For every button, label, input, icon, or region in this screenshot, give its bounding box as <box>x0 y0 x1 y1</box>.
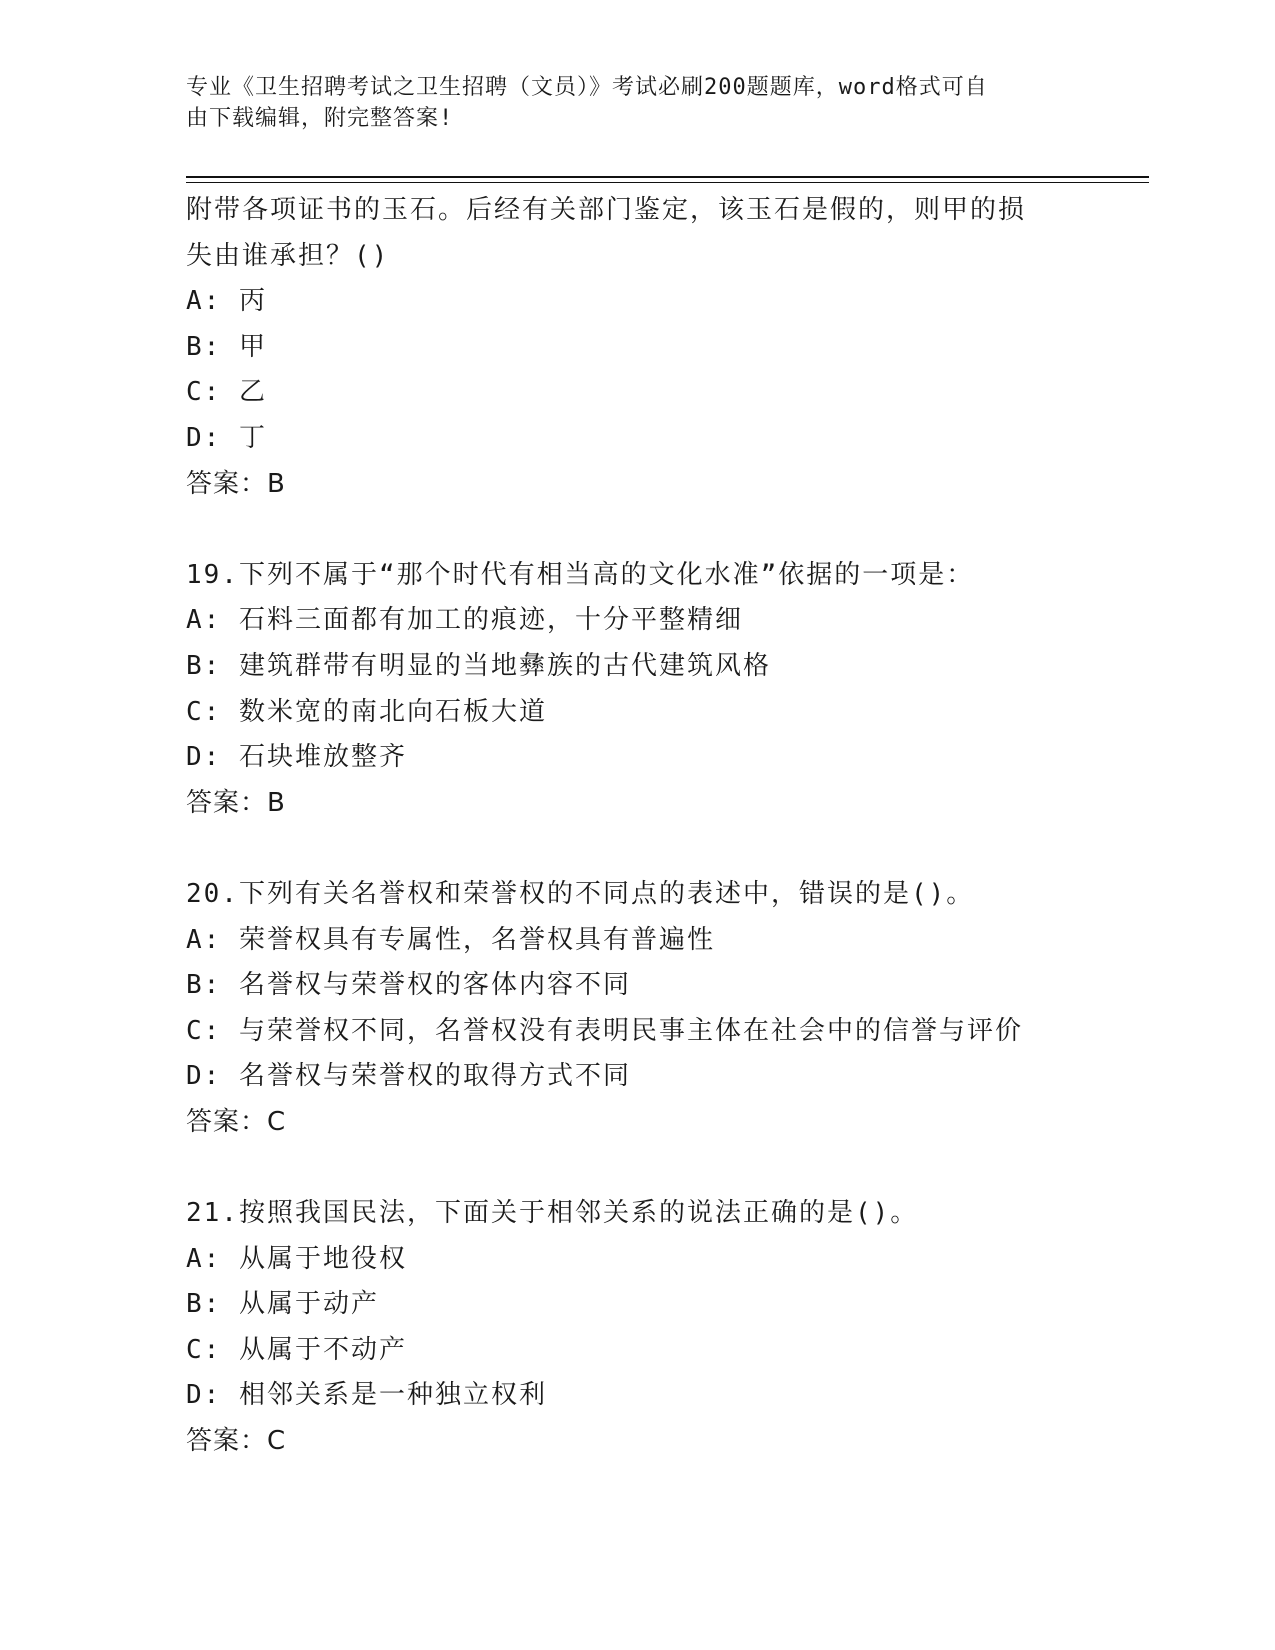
question-20 <box>186 872 1086 1146</box>
page-header <box>186 72 1066 134</box>
option-a: A: 石料三面都有加工的痕迹，十分平整精细 <box>186 605 743 636</box>
spacer <box>186 1145 1086 1191</box>
option-c: C: 数米宽的南北向石板大道 <box>186 696 547 727</box>
option-b: B: 甲 <box>186 331 267 362</box>
option-b: B: 从属于动产 <box>186 1289 379 1320</box>
option-a: A: 荣誉权具有专属性，名誉权具有普遍性 <box>186 924 715 955</box>
header-rule-thin <box>186 182 1149 183</box>
question-stem-continued: 失由谁承担？() <box>186 240 390 271</box>
question-stem: 20.下列有关名誉权和荣誉权的不同点的表述中，错误的是()。 <box>186 878 975 909</box>
spacer <box>186 826 1086 872</box>
answer: 答案：B <box>186 468 286 499</box>
question-stem-continued: 附带各项证书的玉石。后经有关部门鉴定，该玉石是假的，则甲的损 <box>186 195 1027 225</box>
option-c: C: 乙 <box>186 377 267 408</box>
question-21 <box>186 1191 1086 1465</box>
option-d: D: 名誉权与荣誉权的取得方式不同 <box>186 1061 631 1092</box>
option-b: B: 名誉权与荣誉权的客体内容不同 <box>186 970 631 1001</box>
answer: 答案：C <box>186 1106 287 1137</box>
answer: 答案：B <box>186 787 286 818</box>
option-d: D: 丁 <box>186 422 267 453</box>
option-b: B: 建筑群带有明显的当地彝族的古代建筑风格 <box>186 650 771 681</box>
question-stem: 21.按照我国民法，下面关于相邻关系的说法正确的是()。 <box>186 1198 919 1229</box>
option-c: C: 从属于不动产 <box>186 1334 407 1365</box>
spacer <box>186 507 1086 553</box>
option-d: D: 相邻关系是一种独立权利 <box>186 1380 547 1411</box>
header-line-1: 专业《卫生招聘考试之卫生招聘（文员）》考试必刷200题题库，word格式可自 <box>186 75 988 100</box>
answer: 答案：C <box>186 1426 287 1457</box>
question-19 <box>186 553 1086 827</box>
question-stem: 19.下列不属于“那个时代有相当高的文化水准”依据的一项是： <box>186 559 975 590</box>
header-line-2: 由下载编辑，附完整答案! <box>186 106 454 131</box>
option-c: C: 与荣誉权不同，名誉权没有表明民事主体在社会中的信誉与评价 <box>186 1015 1023 1046</box>
option-d: D: 石块堆放整齐 <box>186 742 407 773</box>
option-a: A: 从属于地役权 <box>186 1243 407 1274</box>
header-rule-thick <box>186 176 1149 178</box>
option-a: A: 丙 <box>186 286 267 317</box>
question-list <box>186 188 1086 1465</box>
question-18 <box>186 188 1086 507</box>
